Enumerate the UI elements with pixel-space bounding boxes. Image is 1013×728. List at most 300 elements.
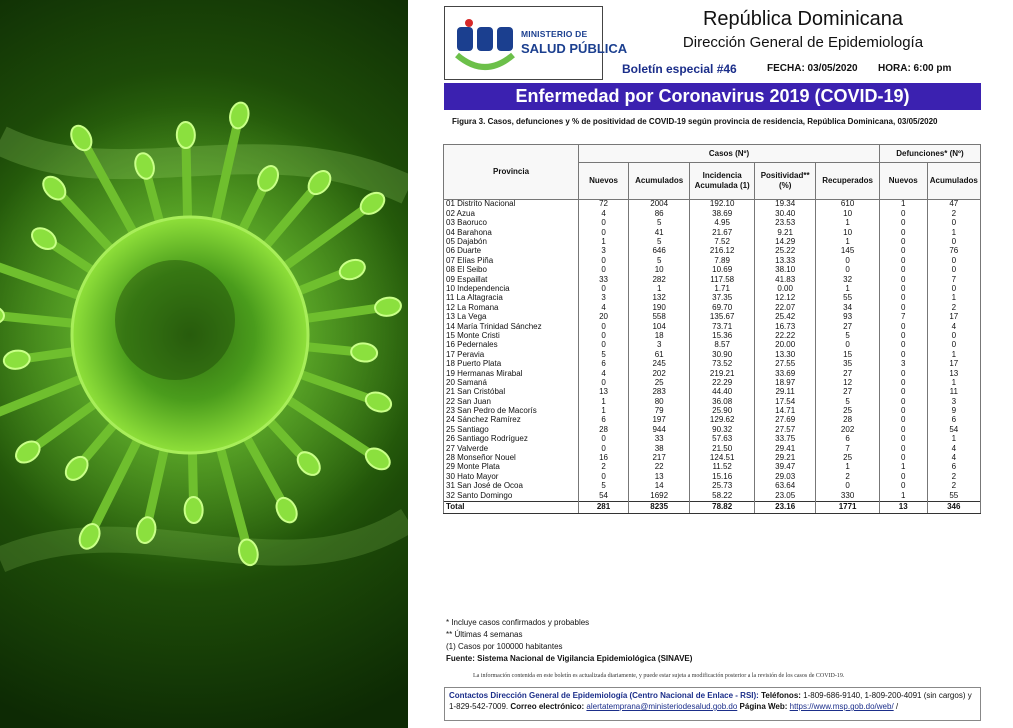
incidence: 4.95 <box>690 219 755 228</box>
province-name: 23 San Pedro de Macorís <box>444 407 579 416</box>
positivity: 22.22 <box>755 331 816 340</box>
deaths-cumulative: 17 <box>927 360 980 369</box>
col-deaths-new-header: Nuevos <box>879 163 927 200</box>
cases-new: 0 <box>579 228 629 237</box>
cases-cumulative: 197 <box>629 416 690 425</box>
cases-new: 28 <box>579 425 629 434</box>
cases-cumulative: 1692 <box>629 491 690 501</box>
positivity: 41.83 <box>755 275 816 284</box>
incidence: 25.90 <box>690 407 755 416</box>
cases-new: 6 <box>579 416 629 425</box>
deaths-new: 0 <box>879 331 927 340</box>
epidemiology-bulletin <box>408 0 1013 728</box>
deaths-cumulative: 3 <box>927 397 980 406</box>
deaths-new: 0 <box>879 219 927 228</box>
deaths-new: 0 <box>879 369 927 378</box>
province-name: 31 San José de Ocoa <box>444 482 579 491</box>
table-row <box>444 416 981 425</box>
province-name: 07 Elías Piña <box>444 256 579 265</box>
positivity: 27.57 <box>755 425 816 434</box>
deaths-cumulative: 13 <box>927 369 980 378</box>
recovered: 1 <box>816 238 880 247</box>
province-name: 03 Baoruco <box>444 219 579 228</box>
table-row <box>444 397 981 406</box>
deaths-cumulative: 2 <box>927 482 980 491</box>
positivity: 25.22 <box>755 247 816 256</box>
province-name: 09 Espaillat <box>444 275 579 284</box>
deaths-cumulative: 0 <box>927 341 980 350</box>
positivity: 29.03 <box>755 472 816 481</box>
cases-cumulative: 190 <box>629 303 690 312</box>
deaths-cumulative: 1 <box>927 378 980 387</box>
cases-cumulative: 1 <box>629 285 690 294</box>
deaths-new: 0 <box>879 247 927 256</box>
recovered: 12 <box>816 378 880 387</box>
col-deaths-cumulative-header: Acumulados <box>927 163 980 200</box>
cases-cumulative: 14 <box>629 482 690 491</box>
col-province-header: Provincia <box>444 145 579 200</box>
col-positivity-header: Positividad** (%) <box>755 163 816 200</box>
figure-caption: Figura 3. Casos, defunciones y % de positividad de COVID-19 según provincia de residencia, República Dominicana, 03/05/2020 <box>452 117 938 126</box>
bulletin-date: FECHA: 03/05/2020 <box>767 63 858 74</box>
recovered: 145 <box>816 247 880 256</box>
table-row <box>444 275 981 284</box>
recovered: 7 <box>816 444 880 453</box>
web-link[interactable]: https://www.msp.gob.do/web/ <box>789 702 894 711</box>
recovered: 25 <box>816 407 880 416</box>
deaths-cumulative: 0 <box>927 266 980 275</box>
deaths-new: 0 <box>879 416 927 425</box>
cases-new: 0 <box>579 285 629 294</box>
cases-cumulative: 41 <box>629 228 690 237</box>
recovered: 0 <box>816 266 880 275</box>
positivity: 27.55 <box>755 360 816 369</box>
contacts-box <box>444 687 981 721</box>
table-body <box>444 200 981 514</box>
table-row <box>444 454 981 463</box>
cases-new: 1 <box>579 397 629 406</box>
table-row <box>444 341 981 350</box>
recovered: 0 <box>816 256 880 265</box>
cases-cumulative: 86 <box>629 209 690 218</box>
province-cases-table <box>443 144 981 514</box>
deaths-new: 0 <box>879 228 927 237</box>
incidence: 22.29 <box>690 378 755 387</box>
cases-cumulative: 3 <box>629 341 690 350</box>
cases-cumulative: 61 <box>629 350 690 359</box>
cases-new: 0 <box>579 322 629 331</box>
province-name: 20 Samaná <box>444 378 579 387</box>
recovered: 2 <box>816 472 880 481</box>
recovered: 1 <box>816 285 880 294</box>
province-name: 32 Santo Domingo <box>444 491 579 501</box>
table-row <box>444 228 981 237</box>
positivity: 63.64 <box>755 482 816 491</box>
cases-cumulative: 104 <box>629 322 690 331</box>
cases-group-header: Casos (Nº) <box>579 145 880 163</box>
positivity: 16.73 <box>755 322 816 331</box>
cases-new: 0 <box>579 435 629 444</box>
incidence: 11.52 <box>690 463 755 472</box>
table-row <box>444 247 981 256</box>
deaths-cumulative: 7 <box>927 275 980 284</box>
deaths-cumulative: 55 <box>927 491 980 501</box>
deaths-cumulative: 2 <box>927 209 980 218</box>
col-cumulative-header: Acumulados <box>629 163 690 200</box>
table-row <box>444 285 981 294</box>
table-row <box>444 322 981 331</box>
table-row <box>444 482 981 491</box>
province-name: 30 Hato Mayor <box>444 472 579 481</box>
deaths-new: 7 <box>879 313 927 322</box>
deaths-new: 0 <box>879 407 927 416</box>
incidence: 25.73 <box>690 482 755 491</box>
deaths-cumulative: 1 <box>927 350 980 359</box>
table-row <box>444 313 981 322</box>
contacts-trailing: / <box>895 702 899 711</box>
positivity: 18.97 <box>755 378 816 387</box>
cases-cumulative: 944 <box>629 425 690 434</box>
table-row <box>444 238 981 247</box>
table-row <box>444 444 981 453</box>
incidence: 36.08 <box>690 397 755 406</box>
cases-cumulative: 22 <box>629 463 690 472</box>
data-source: Fuente: Sistema Nacional de Vigilancia Epidemiológica (SINAVE) <box>446 654 693 663</box>
positivity: 0.00 <box>755 285 816 294</box>
cases-new: 16 <box>579 454 629 463</box>
virus-spike-tip <box>184 497 203 523</box>
deaths-new: 0 <box>879 294 927 303</box>
incidence: 30.90 <box>690 350 755 359</box>
positivity: 19.34 <box>755 200 816 210</box>
incidence: 10.69 <box>690 266 755 275</box>
total-positivity: 23.16 <box>755 501 816 513</box>
incidence: 124.51 <box>690 454 755 463</box>
positivity: 38.10 <box>755 266 816 275</box>
cases-new: 72 <box>579 200 629 210</box>
cases-cumulative: 80 <box>629 397 690 406</box>
province-name: 25 Santiago <box>444 425 579 434</box>
bulletin-time: HORA: 6:00 pm <box>878 63 952 74</box>
msp-logo-icon <box>453 15 517 73</box>
cases-new: 5 <box>579 350 629 359</box>
ministry-line1: MINISTERIO DE <box>521 29 588 39</box>
cases-new: 0 <box>579 472 629 481</box>
bulletin-number: Boletín especial #46 <box>622 62 737 76</box>
cases-cumulative: 558 <box>629 313 690 322</box>
positivity: 22.07 <box>755 303 816 312</box>
cases-new: 0 <box>579 219 629 228</box>
recovered: 0 <box>816 341 880 350</box>
cases-cumulative: 202 <box>629 369 690 378</box>
incidence: 135.67 <box>690 313 755 322</box>
contacts-title: Contactos Dirección General de Epidemiología (Centro Nacional de Enlace - RSI): <box>449 691 759 700</box>
province-name: 10 Independencia <box>444 285 579 294</box>
positivity: 23.53 <box>755 219 816 228</box>
positivity: 12.12 <box>755 294 816 303</box>
recovered: 10 <box>816 209 880 218</box>
cases-cumulative: 5 <box>629 219 690 228</box>
deaths-cumulative: 1 <box>927 294 980 303</box>
deaths-new: 0 <box>879 275 927 284</box>
deaths-new: 1 <box>879 200 927 210</box>
cases-cumulative: 245 <box>629 360 690 369</box>
recovered: 202 <box>816 425 880 434</box>
table-row <box>444 256 981 265</box>
deaths-cumulative: 6 <box>927 416 980 425</box>
virus-spike-tip <box>177 122 196 148</box>
deaths-cumulative: 4 <box>927 322 980 331</box>
positivity: 13.30 <box>755 350 816 359</box>
incidence: 15.36 <box>690 331 755 340</box>
incidence: 8.57 <box>690 341 755 350</box>
cases-new: 2 <box>579 463 629 472</box>
deaths-new: 0 <box>879 388 927 397</box>
table-row <box>444 219 981 228</box>
table-row <box>444 369 981 378</box>
deaths-new: 0 <box>879 285 927 294</box>
country-title: República Dominicana <box>702 8 904 30</box>
positivity: 13.33 <box>755 256 816 265</box>
deaths-cumulative: 4 <box>927 444 980 453</box>
total-cases-new: 281 <box>579 501 629 513</box>
total-recovered: 1771 <box>816 501 880 513</box>
footnote-weeks: ** Últimas 4 semanas <box>446 630 523 639</box>
table-row <box>444 378 981 387</box>
positivity: 30.40 <box>755 209 816 218</box>
total-incidence: 78.82 <box>690 501 755 513</box>
incidence: 57.63 <box>690 435 755 444</box>
report-banner: Enfermedad por Coronavirus 2019 (COVID-19) <box>444 83 981 110</box>
cases-cumulative: 79 <box>629 407 690 416</box>
deaths-new: 0 <box>879 378 927 387</box>
positivity: 20.00 <box>755 341 816 350</box>
disclaimer: La información contenida en este boletín es actualizada diariamente, y puede estar sujeta a modificación posterior a la revisión de los casos de COVID-19. <box>473 673 845 679</box>
province-name: 13 La Vega <box>444 313 579 322</box>
recovered: 5 <box>816 397 880 406</box>
positivity: 33.69 <box>755 369 816 378</box>
recovered: 28 <box>816 416 880 425</box>
cases-cumulative: 5 <box>629 238 690 247</box>
recovered: 5 <box>816 331 880 340</box>
recovered: 55 <box>816 294 880 303</box>
positivity: 39.47 <box>755 463 816 472</box>
recovered: 1 <box>816 463 880 472</box>
table-row <box>444 425 981 434</box>
incidence: 37.35 <box>690 294 755 303</box>
cases-new: 3 <box>579 294 629 303</box>
total-deaths-cumulative: 346 <box>927 501 980 513</box>
positivity: 9.21 <box>755 228 816 237</box>
cases-cumulative: 282 <box>629 275 690 284</box>
table-row <box>444 388 981 397</box>
cases-new: 33 <box>579 275 629 284</box>
deaths-cumulative: 0 <box>927 238 980 247</box>
deaths-new: 0 <box>879 238 927 247</box>
province-name: 08 El Seibo <box>444 266 579 275</box>
cases-new: 0 <box>579 341 629 350</box>
cases-cumulative: 38 <box>629 444 690 453</box>
incidence: 58.22 <box>690 491 755 501</box>
province-name: 17 Peravia <box>444 350 579 359</box>
province-name: 24 Sánchez Ramírez <box>444 416 579 425</box>
incidence: 69.70 <box>690 303 755 312</box>
positivity: 27.69 <box>755 416 816 425</box>
province-name: 22 San Juan <box>444 397 579 406</box>
deaths-cumulative: 2 <box>927 303 980 312</box>
deaths-new: 1 <box>879 491 927 501</box>
cases-cumulative: 283 <box>629 388 690 397</box>
recovered: 34 <box>816 303 880 312</box>
cases-new: 4 <box>579 209 629 218</box>
cases-cumulative: 132 <box>629 294 690 303</box>
cases-new: 1 <box>579 238 629 247</box>
total-deaths-new: 13 <box>879 501 927 513</box>
incidence: 219.21 <box>690 369 755 378</box>
province-name: 29 Monte Plata <box>444 463 579 472</box>
deaths-cumulative: 0 <box>927 219 980 228</box>
deaths-cumulative: 0 <box>927 331 980 340</box>
cases-cumulative: 33 <box>629 435 690 444</box>
incidence: 21.50 <box>690 444 755 453</box>
deaths-group-header: Defunciones* (Nº) <box>879 145 980 163</box>
deaths-cumulative: 54 <box>927 425 980 434</box>
incidence: 192.10 <box>690 200 755 210</box>
cases-cumulative: 25 <box>629 378 690 387</box>
province-name: 15 Monte Cristi <box>444 331 579 340</box>
table-row <box>444 331 981 340</box>
deaths-new: 0 <box>879 303 927 312</box>
incidence: 15.16 <box>690 472 755 481</box>
recovered: 0 <box>816 482 880 491</box>
recovered: 10 <box>816 228 880 237</box>
recovered: 93 <box>816 313 880 322</box>
footnotes <box>446 617 692 665</box>
cases-new: 20 <box>579 313 629 322</box>
recovered: 27 <box>816 322 880 331</box>
cases-new: 0 <box>579 331 629 340</box>
incidence: 216.12 <box>690 247 755 256</box>
cases-new: 0 <box>579 378 629 387</box>
positivity: 23.05 <box>755 491 816 501</box>
province-name: 18 Puerto Plata <box>444 360 579 369</box>
cases-cumulative: 646 <box>629 247 690 256</box>
table-row <box>444 350 981 359</box>
incidence: 117.58 <box>690 275 755 284</box>
cases-new: 0 <box>579 256 629 265</box>
positivity: 25.42 <box>755 313 816 322</box>
deaths-new: 0 <box>879 454 927 463</box>
province-name: 05 Dajabón <box>444 238 579 247</box>
cases-new: 5 <box>579 482 629 491</box>
ministry-line2: SALUD PÚBLICA <box>521 41 628 56</box>
province-name: 19 Hermanas Mirabal <box>444 369 579 378</box>
table-row <box>444 407 981 416</box>
deaths-cumulative: 17 <box>927 313 980 322</box>
incidence: 7.89 <box>690 256 755 265</box>
incidence: 44.40 <box>690 388 755 397</box>
recovered: 27 <box>816 369 880 378</box>
deaths-cumulative: 11 <box>927 388 980 397</box>
coronavirus-illustration <box>0 0 408 728</box>
positivity: 14.71 <box>755 407 816 416</box>
web-label: Página Web: <box>739 702 788 711</box>
deaths-new: 0 <box>879 435 927 444</box>
col-incidence-header: Incidencia Acumulada (1) <box>690 163 755 200</box>
col-new-header: Nuevos <box>579 163 629 200</box>
deaths-cumulative: 1 <box>927 228 980 237</box>
deaths-cumulative: 0 <box>927 256 980 265</box>
deaths-cumulative: 1 <box>927 435 980 444</box>
positivity: 14.29 <box>755 238 816 247</box>
positivity: 29.41 <box>755 444 816 453</box>
table-row <box>444 491 981 501</box>
deaths-cumulative: 4 <box>927 454 980 463</box>
deaths-new: 3 <box>879 360 927 369</box>
incidence: 73.71 <box>690 322 755 331</box>
total-cases-cumulative: 8235 <box>629 501 690 513</box>
email-link[interactable]: alertatemprana@ministeriodesalud.gob.do <box>586 702 738 711</box>
province-name: 28 Monseñor Nouel <box>444 454 579 463</box>
footnote-incidence: (1) Casos por 100000 habitantes <box>446 642 563 651</box>
phones: 1-809-686-9140, 1-809-200-4091 (sin cargos) y 1-829-542-7009. <box>449 691 972 711</box>
deaths-cumulative: 76 <box>927 247 980 256</box>
deaths-new: 0 <box>879 444 927 453</box>
province-name: 14 María Trinidad Sánchez <box>444 322 579 331</box>
incidence: 7.52 <box>690 238 755 247</box>
deaths-new: 0 <box>879 350 927 359</box>
recovered: 1 <box>816 219 880 228</box>
positivity: 29.11 <box>755 388 816 397</box>
table-row <box>444 209 981 218</box>
deaths-new: 0 <box>879 341 927 350</box>
direction-title: Dirección General de Epidemiología <box>682 34 924 51</box>
table-row <box>444 266 981 275</box>
deaths-new: 1 <box>879 463 927 472</box>
deaths-new: 0 <box>879 322 927 331</box>
phones-label: Teléfonos: <box>761 691 801 700</box>
province-name: 06 Duarte <box>444 247 579 256</box>
recovered: 35 <box>816 360 880 369</box>
email-label: Correo electrónico: <box>510 702 585 711</box>
deaths-new: 0 <box>879 425 927 434</box>
cases-new: 6 <box>579 360 629 369</box>
recovered: 6 <box>816 435 880 444</box>
table-row <box>444 303 981 312</box>
recovered: 330 <box>816 491 880 501</box>
positivity: 17.54 <box>755 397 816 406</box>
province-name: 26 Santiago Rodríguez <box>444 435 579 444</box>
cases-cumulative: 18 <box>629 331 690 340</box>
deaths-cumulative: 0 <box>927 285 980 294</box>
cases-cumulative: 2004 <box>629 200 690 210</box>
deaths-new: 0 <box>879 266 927 275</box>
deaths-new: 0 <box>879 256 927 265</box>
incidence: 73.52 <box>690 360 755 369</box>
coronavirus-icon <box>0 0 408 728</box>
cases-cumulative: 13 <box>629 472 690 481</box>
msp-logo <box>444 6 628 80</box>
table-row <box>444 472 981 481</box>
cases-cumulative: 10 <box>629 266 690 275</box>
positivity: 33.75 <box>755 435 816 444</box>
recovered: 15 <box>816 350 880 359</box>
cases-new: 1 <box>579 407 629 416</box>
cases-new: 54 <box>579 491 629 501</box>
deaths-cumulative: 2 <box>927 472 980 481</box>
deaths-cumulative: 9 <box>927 407 980 416</box>
incidence: 1.71 <box>690 285 755 294</box>
